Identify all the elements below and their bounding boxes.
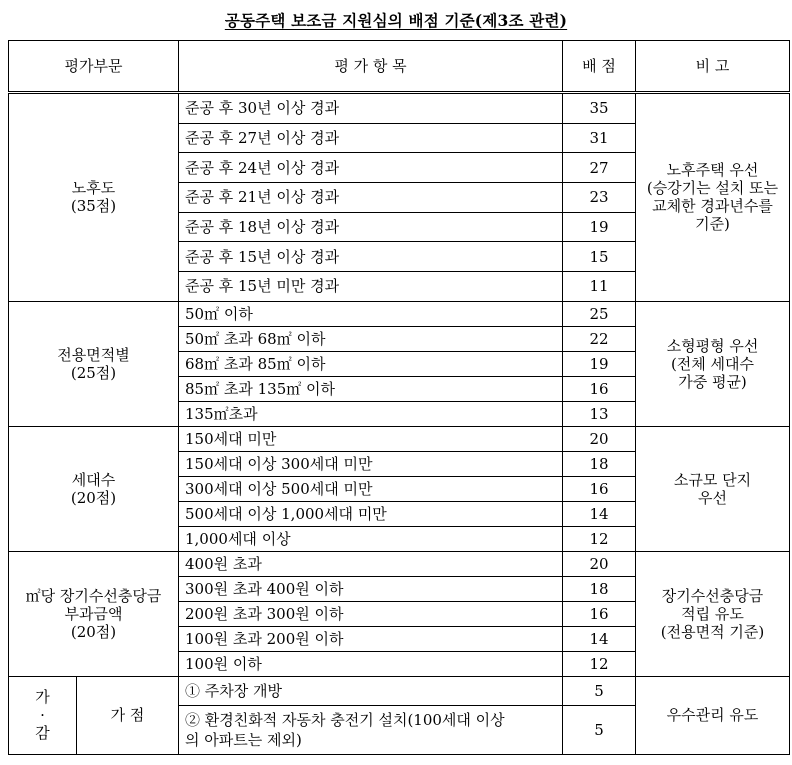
note-line: 기준) [695, 215, 730, 234]
category-name: 부과금액 [64, 604, 123, 623]
category-households [9, 426, 179, 551]
score-value: 12 [563, 526, 636, 551]
note-line: 가중 평균) [678, 372, 747, 391]
criterion: ① 주차장 개방 [179, 676, 563, 705]
category-points: (20점) [70, 488, 117, 507]
note-repair-reserve [636, 551, 790, 676]
note-line: 소규모 단지 [673, 470, 752, 489]
criterion-line: ② 환경친화적 자동차 충전기 설치(100세대 이상 [185, 710, 505, 729]
criterion: 준공 후 30년 이상 경과 [179, 93, 563, 124]
scoring-table [8, 40, 790, 755]
addon-label-mid: · [40, 706, 45, 725]
score-value: 15 [563, 242, 636, 272]
criterion: 준공 후 18년 이상 경과 [179, 212, 563, 242]
addon-sub-label: 가 점 [77, 676, 179, 754]
score-value: 14 [563, 501, 636, 526]
page-title: 공동주택 보조금 지원심의 배점 기준(제3조 관련) [224, 11, 568, 30]
score-value: 11 [563, 272, 636, 302]
addon-label [9, 676, 77, 754]
criterion-line: 의 아파트는 제외) [185, 730, 302, 749]
note-line: (승강기는 설치 또는 [646, 179, 779, 198]
criterion: 준공 후 15년 미만 경과 [179, 272, 563, 302]
score-value: 35 [563, 93, 636, 124]
category-name: ㎡당 장기수선충당금 [25, 586, 162, 605]
score-value: 18 [563, 451, 636, 476]
addon-label-bottom: 감 [35, 724, 50, 743]
criterion: 준공 후 15년 이상 경과 [179, 242, 563, 272]
score-value: 5 [563, 676, 636, 705]
category-aging [9, 93, 179, 302]
table-row [9, 551, 790, 576]
addon-label-top: 가 [35, 688, 50, 707]
category-name: 전용면적별 [57, 345, 130, 364]
score-value: 25 [563, 301, 636, 326]
category-points: (25점) [70, 363, 117, 382]
score-value: 16 [563, 476, 636, 501]
criterion: 300원 초과 400원 이하 [179, 576, 563, 601]
category-points: (35점) [70, 197, 117, 216]
criterion: 50㎡ 이하 [179, 301, 563, 326]
score-value: 23 [563, 183, 636, 213]
criterion: 300세대 이상 500세대 미만 [179, 476, 563, 501]
criterion: 150세대 이상 300세대 미만 [179, 451, 563, 476]
table-row [9, 426, 790, 451]
criterion: 150세대 미만 [179, 426, 563, 451]
table-header-row [9, 41, 790, 93]
criterion: 85㎡ 초과 135㎡ 이하 [179, 376, 563, 401]
criterion: 준공 후 24년 이상 경과 [179, 153, 563, 183]
note-aging [636, 93, 790, 302]
note-line: 소형평형 우선 [666, 336, 759, 355]
category-points: (20점) [70, 622, 117, 641]
score-value: 27 [563, 153, 636, 183]
score-value: 18 [563, 576, 636, 601]
criterion: 68㎡ 초과 85㎡ 이하 [179, 351, 563, 376]
criterion: 100원 이하 [179, 651, 563, 676]
note-floor-area [636, 301, 790, 426]
score-value: 5 [563, 705, 636, 754]
criterion [179, 705, 563, 754]
criterion: 50㎡ 초과 68㎡ 이하 [179, 326, 563, 351]
note-line: 장기수선충당금 [661, 586, 764, 605]
category-floor-area [9, 301, 179, 426]
score-value: 16 [563, 376, 636, 401]
score-value: 16 [563, 601, 636, 626]
criterion: 준공 후 27년 이상 경과 [179, 123, 563, 153]
score-value: 12 [563, 651, 636, 676]
table-row [9, 93, 790, 124]
score-value: 20 [563, 551, 636, 576]
category-repair-reserve [9, 551, 179, 676]
table-row [9, 301, 790, 326]
criterion: 400원 초과 [179, 551, 563, 576]
header-category: 평가부문 [9, 41, 179, 93]
criterion: 100원 초과 200원 이하 [179, 626, 563, 651]
header-note: 비 고 [636, 41, 790, 93]
note-line: 노후주택 우선 [666, 161, 759, 180]
criterion: 1,000세대 이상 [179, 526, 563, 551]
note-addon: 우수관리 유도 [636, 676, 790, 754]
header-score: 배 점 [563, 41, 636, 93]
score-value: 31 [563, 123, 636, 153]
score-value: 22 [563, 326, 636, 351]
criterion: 500세대 이상 1,000세대 미만 [179, 501, 563, 526]
table-row [9, 676, 790, 705]
note-line: 적립 유도 [681, 604, 744, 623]
score-value: 14 [563, 626, 636, 651]
score-value: 20 [563, 426, 636, 451]
criterion: 200원 초과 300원 이하 [179, 601, 563, 626]
category-name: 세대수 [71, 470, 116, 489]
note-line: (전체 세대수 [670, 354, 755, 373]
category-name: 노후도 [71, 179, 116, 198]
score-value: 13 [563, 401, 636, 426]
header-item: 평 가 항 목 [179, 41, 563, 93]
score-value: 19 [563, 351, 636, 376]
criterion: 준공 후 21년 이상 경과 [179, 183, 563, 213]
criterion: 135㎡초과 [179, 401, 563, 426]
note-line: (전용면적 기준) [660, 622, 765, 641]
note-households [636, 426, 790, 551]
score-value: 19 [563, 212, 636, 242]
note-line: 우선 [698, 488, 727, 507]
note-line: 교체한 경과년수를 [652, 197, 773, 216]
